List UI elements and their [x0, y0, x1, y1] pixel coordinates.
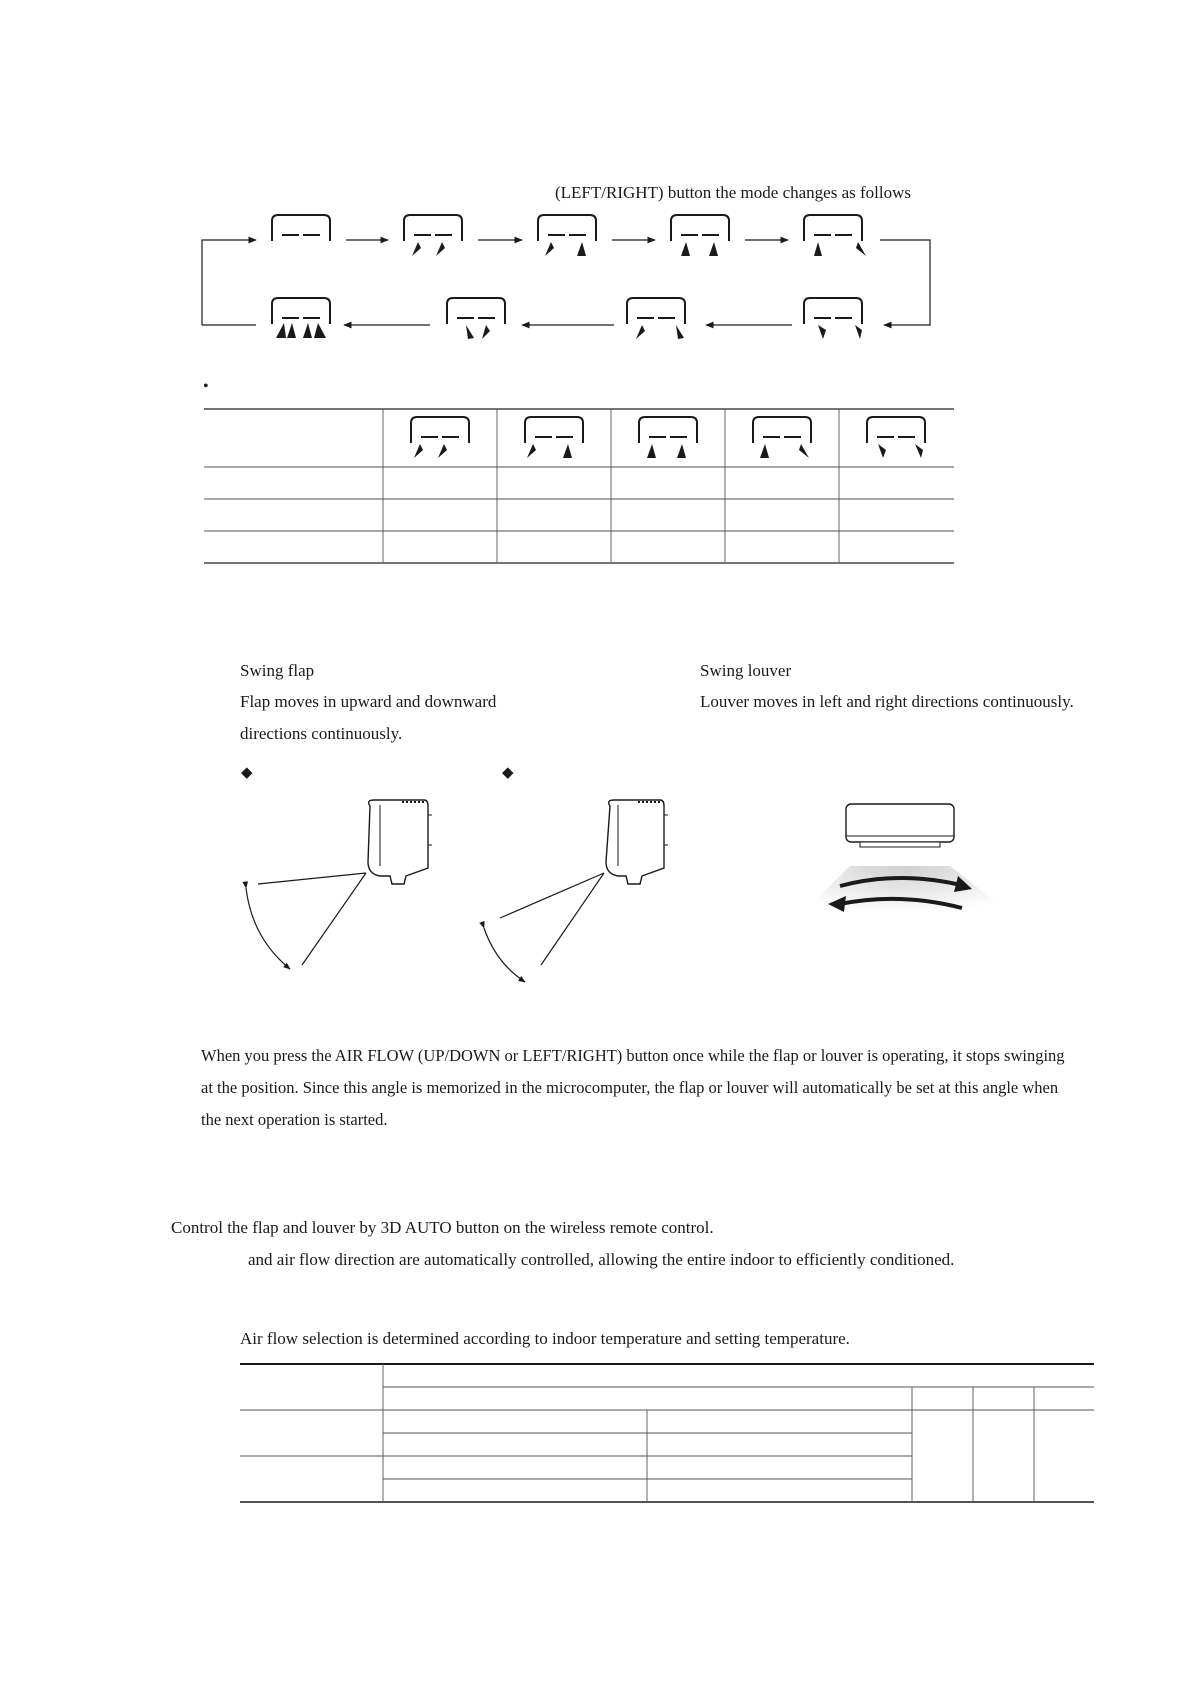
bullet-mark: • — [203, 378, 209, 395]
swing-flap-desc-line2: directions continuously. — [240, 724, 403, 743]
auto3d-line1: Control the flap and louver by 3D AUTO button on the wireless remote control. — [171, 1218, 714, 1237]
swing-louver-desc: Louver moves in left and right directions continuously. — [700, 692, 1074, 711]
auto3d-line3: Air flow selection is determined according to indoor temperature and setting temperature. — [240, 1329, 850, 1348]
swing-louver-title: Swing louver — [700, 661, 792, 680]
swing-flap-title: Swing flap — [240, 661, 315, 680]
auto3d-line2: and air flow direction are automatically controlled, allowing the entire indoor to efficiently conditioned. — [248, 1250, 955, 1269]
memory-note-line3: the next operation is started. — [201, 1110, 388, 1129]
mode-sequence-caption: (LEFT/RIGHT) button the mode changes as follows — [555, 183, 911, 202]
diamond-mark-right: ◆ — [502, 765, 514, 781]
memory-note-line1: When you press the AIR FLOW (UP/DOWN or LEFT/RIGHT) button once while the flap or louver is operating, it stops swinging — [201, 1046, 1065, 1065]
memory-note-line2: at the position. Since this angle is memorized in the microcomputer, the flap or louver will automatically be set at this angle when — [201, 1078, 1059, 1097]
swing-flap-desc-line1: Flap moves in upward and downward — [240, 692, 497, 711]
diamond-mark-left: ◆ — [241, 765, 253, 781]
